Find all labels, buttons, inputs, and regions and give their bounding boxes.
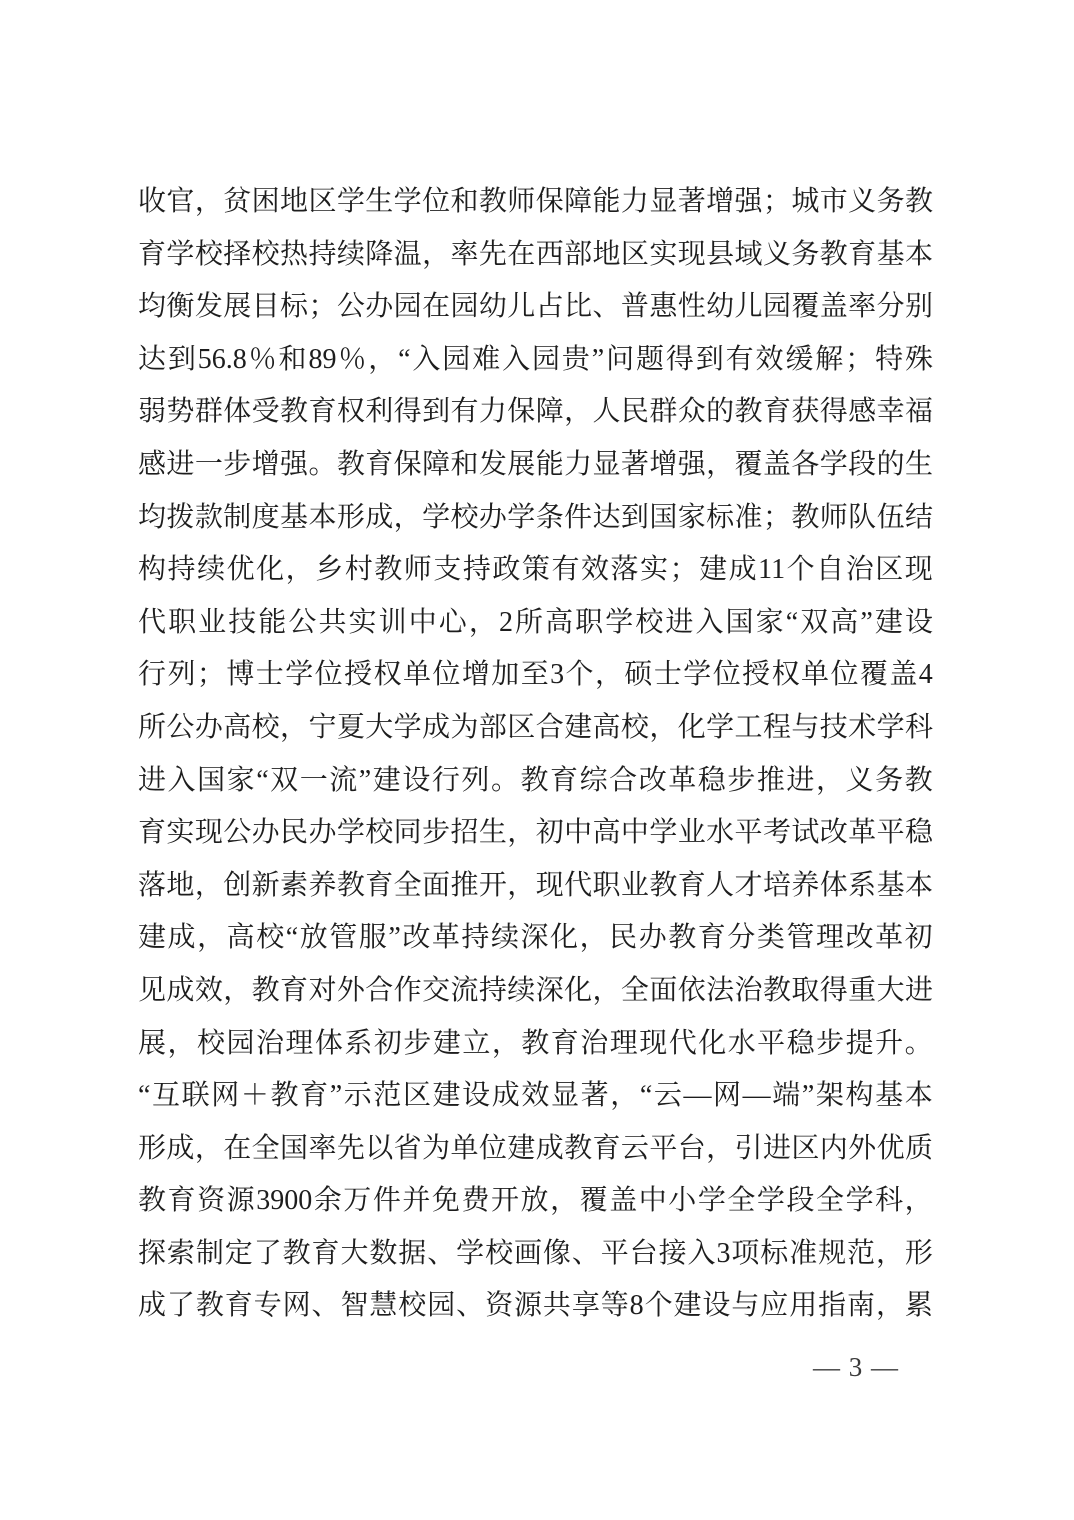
document-line: 均 拨 款 制 度 基 本 形 成 ， 学 校 办 学 条 件 达 到 国 家 标 准 ； 教 师 队 伍 结 <box>138 501 933 533</box>
document-line: 育 学 校 择 校 热 持 续 降 温 ， 率 先 在 西 部 地 区 实 现 县 域 义 务 教 育 基 本 <box>138 238 933 270</box>
document-line: 成 了 教 育 专 网 、 智 慧 校 园 、 资 源 共 享 等 8 个 建 设 与 应 用 指 南 ， 累 <box>138 1290 933 1322</box>
document-line: 弱 势 群 体 受 教 育 权 利 得 到 有 力 保 障 ， 人 民 群 众 的 教 育 获 得 感 幸 福 <box>138 396 933 428</box>
document-line: 感 进 一 步 增 强 。 教 育 保 障 和 发 展 能 力 显 著 增 强 ， 覆 盖 各 学 段 的 生 <box>138 448 933 480</box>
document-line: 探 索 制 定 了 教 育 大 数 据 、 学 校 画 像 、 平 台 接 入 3 项 标 准 规 范 ， 形 <box>138 1237 933 1269</box>
document-line: 形 成 ， 在 全 国 率 先 以 省 为 单 位 建 成 教 育 云 平 台 ， 引 进 区 内 外 优 质 <box>138 1132 933 1164</box>
document-line: 代 职 业 技 能 公 共 实 训 中 心 ， 2 所 高 职 学 校 进 入 国 家 “ 双 高 ” 建 设 <box>138 606 933 638</box>
document-line: 均 衡 发 展 目 标 ； 公 办 园 在 园 幼 儿 占 比 、 普 惠 性 幼 儿 园 覆 盖 率 分 别 <box>138 291 933 323</box>
document-line: 建 成 ， 高 校 “ 放 管 服 ” 改 革 持 续 深 化 ， 民 办 教 育 分 类 管 理 改 革 初 <box>138 922 933 954</box>
document-line: 展 ， 校 园 治 理 体 系 初 步 建 立 ， 教 育 治 理 现 代 化 水 平 稳 步 提 升 。 <box>138 1027 933 1059</box>
document-line: 收 官 ， 贫 困 地 区 学 生 学 位 和 教 师 保 障 能 力 显 著 增 强 ； 城 市 义 务 教 <box>138 186 933 217</box>
document-line: 所 公 办 高 校 ， 宁 夏 大 学 成 为 部 区 合 建 高 校 ， 化 学 工 程 与 技 术 学 科 <box>138 711 933 743</box>
document-line: 育 实 现 公 办 民 办 学 校 同 步 招 生 ， 初 中 高 中 学 业 水 平 考 试 改 革 平 稳 <box>138 817 933 849</box>
document-line: 行 列 ； 博 士 学 位 授 权 单 位 增 加 至 3 个 ， 硕 士 学 位 授 权 单 位 覆 盖 4 <box>138 659 933 691</box>
document-line: 见 成 效 ， 教 育 对 外 合 作 交 流 持 续 深 化 ， 全 面 依 法 治 教 取 得 重 大 进 <box>138 974 933 1006</box>
page-number: — 3 — <box>813 1352 899 1382</box>
document-line: 教 育 资 源 3900 余 万 件 并 免 费 开 放 ， 覆 盖 中 小 学 全 学 段 全 学 科 ， <box>138 1185 933 1217</box>
document-line: 落 地 ， 创 新 素 养 教 育 全 面 推 开 ， 现 代 职 业 教 育 人 才 培 养 体 系 基 本 <box>138 869 933 901</box>
document-line: 达 到 56.8 ％ 和 89 ％ ， “ 入 园 难 入 园 贵 ” 问 题 得 到 有 效 缓 解 ； 特 殊 <box>138 343 933 375</box>
document-line: 构 持 续 优 化 ， 乡 村 教 师 支 持 政 策 有 效 落 实 ； 建 成 11 个 自 治 区 现 <box>138 554 933 586</box>
document-line: “ 互 联 网 ＋ 教 育 ” 示 范 区 建 设 成 效 显 著 ， “ 云 — 网 — 端 ” 架 构 基 本 <box>138 1080 933 1112</box>
document-line: 进 入 国 家 “ 双 一 流 ” 建 设 行 列 。 教 育 综 合 改 革 稳 步 推 进 ， 义 务 教 <box>138 764 933 796</box>
document-body-text <box>138 176 933 1333</box>
